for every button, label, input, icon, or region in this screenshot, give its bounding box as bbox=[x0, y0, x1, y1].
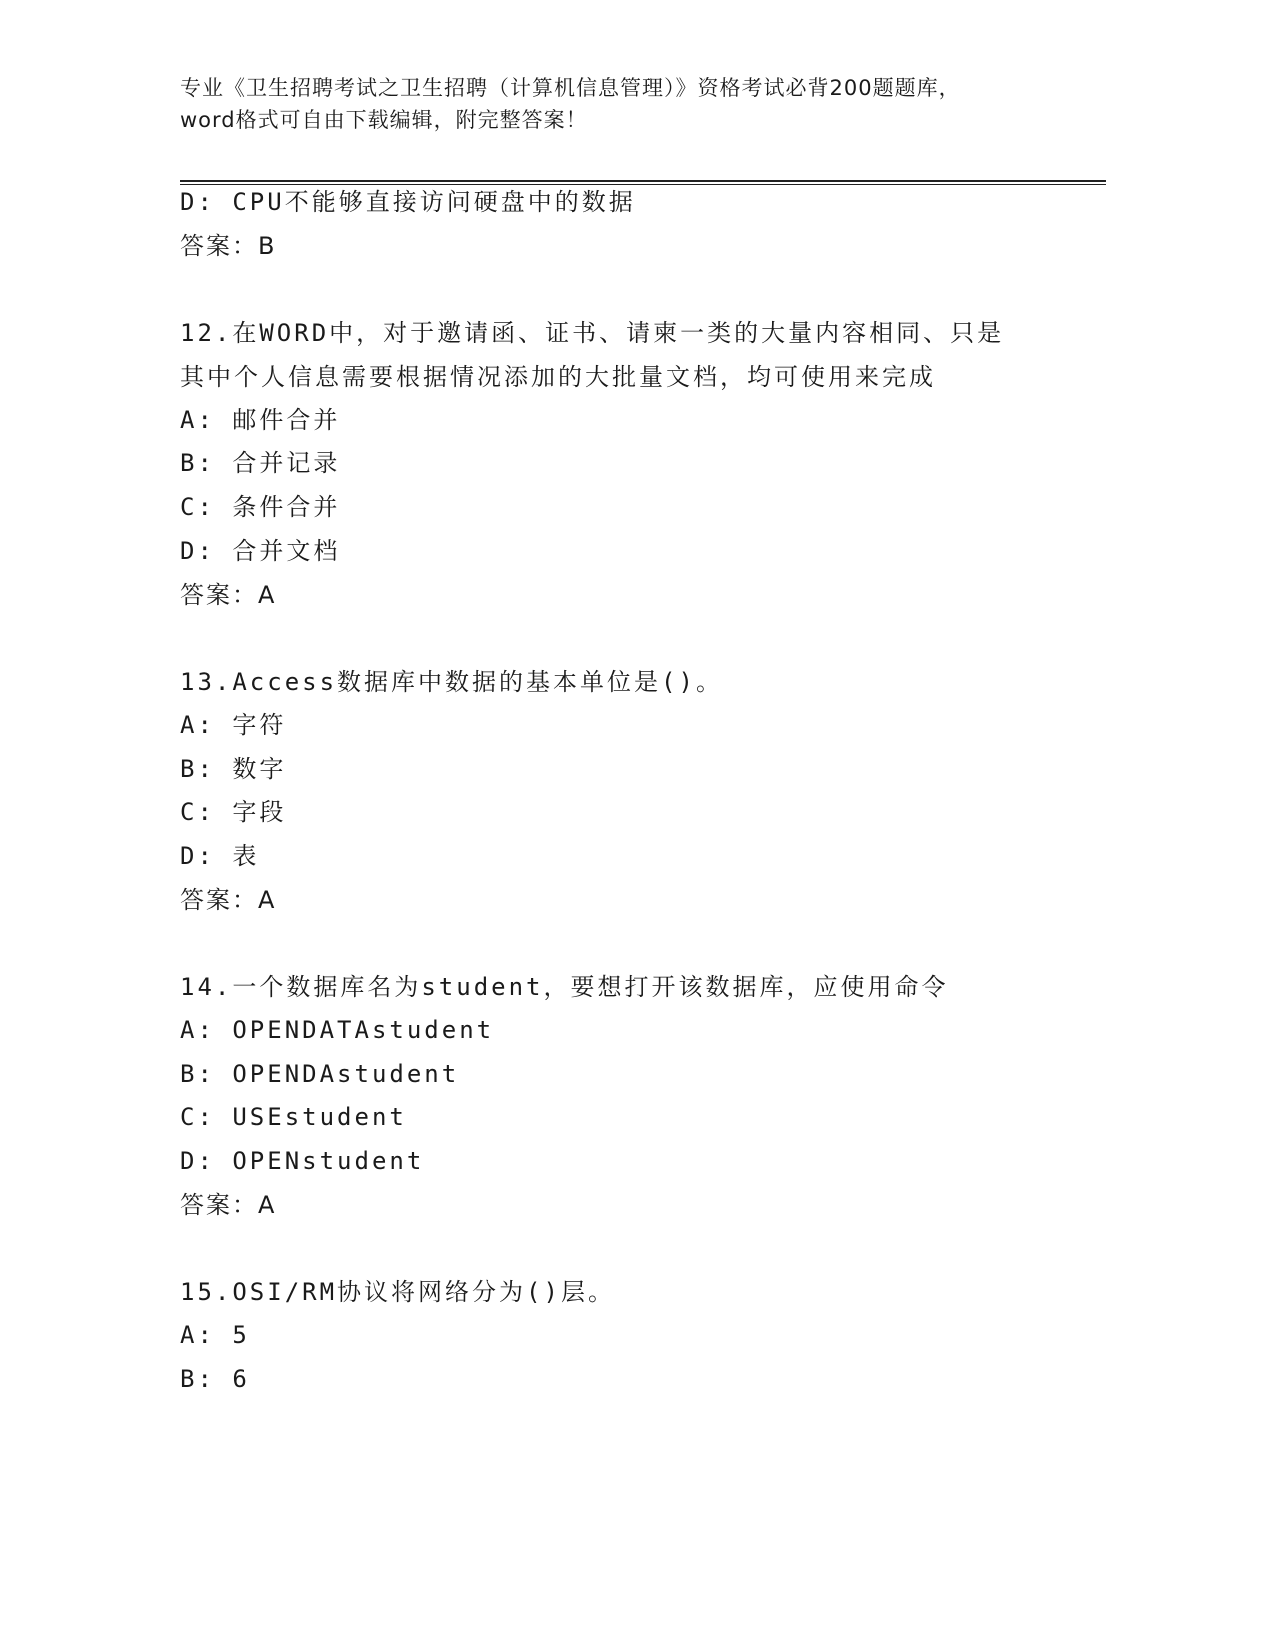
option-d: D: 表 bbox=[180, 842, 260, 870]
option-a: A: OPENDATAstudent bbox=[180, 1016, 495, 1044]
option-b: B: OPENDAstudent bbox=[180, 1060, 460, 1088]
option-b: B: 数字 bbox=[180, 755, 287, 783]
question-13-text: 13.Access数据库中数据的基本单位是()。 bbox=[180, 668, 723, 696]
option-a: A: 5 bbox=[180, 1321, 250, 1349]
question-12-text-cont: 其中个人信息需要根据情况添加的大批量文档，均可使用来完成 bbox=[180, 363, 936, 391]
header-divider bbox=[180, 180, 1106, 185]
option-d: D: 合并文档 bbox=[180, 537, 341, 565]
option-c: C: 字段 bbox=[180, 798, 287, 826]
option-b: B: 6 bbox=[180, 1365, 250, 1393]
header-line-1: 专业《卫生招聘考试之卫生招聘（计算机信息管理）》资格考试必背200题题库， bbox=[180, 76, 961, 100]
option-d: D: CPU不能够直接访问硬盘中的数据 bbox=[180, 188, 636, 216]
option-a: A: 字符 bbox=[180, 711, 287, 739]
option-a: A: 邮件合并 bbox=[180, 406, 341, 434]
answer: 答案：A bbox=[180, 1191, 277, 1219]
question-15-text: 15.OSI/RM协议将网络分为()层。 bbox=[180, 1278, 615, 1306]
document-header bbox=[180, 72, 1080, 136]
answer: 答案：A bbox=[180, 886, 277, 914]
question-14-text: 14.一个数据库名为student，要想打开该数据库，应使用命令 bbox=[180, 973, 949, 1001]
header-line-2: word格式可自由下载编辑，附完整答案！ bbox=[180, 108, 588, 132]
question-12-text: 12.在WORD中，对于邀请函、证书、请柬一类的大量内容相同、只是 bbox=[180, 319, 1005, 347]
option-c: C: USEstudent bbox=[180, 1103, 407, 1131]
option-c: C: 条件合并 bbox=[180, 493, 341, 521]
answer: 答案：A bbox=[180, 581, 277, 609]
option-b: B: 合并记录 bbox=[180, 449, 341, 477]
option-d: D: OPENstudent bbox=[180, 1147, 425, 1175]
answer: 答案：B bbox=[180, 232, 277, 260]
